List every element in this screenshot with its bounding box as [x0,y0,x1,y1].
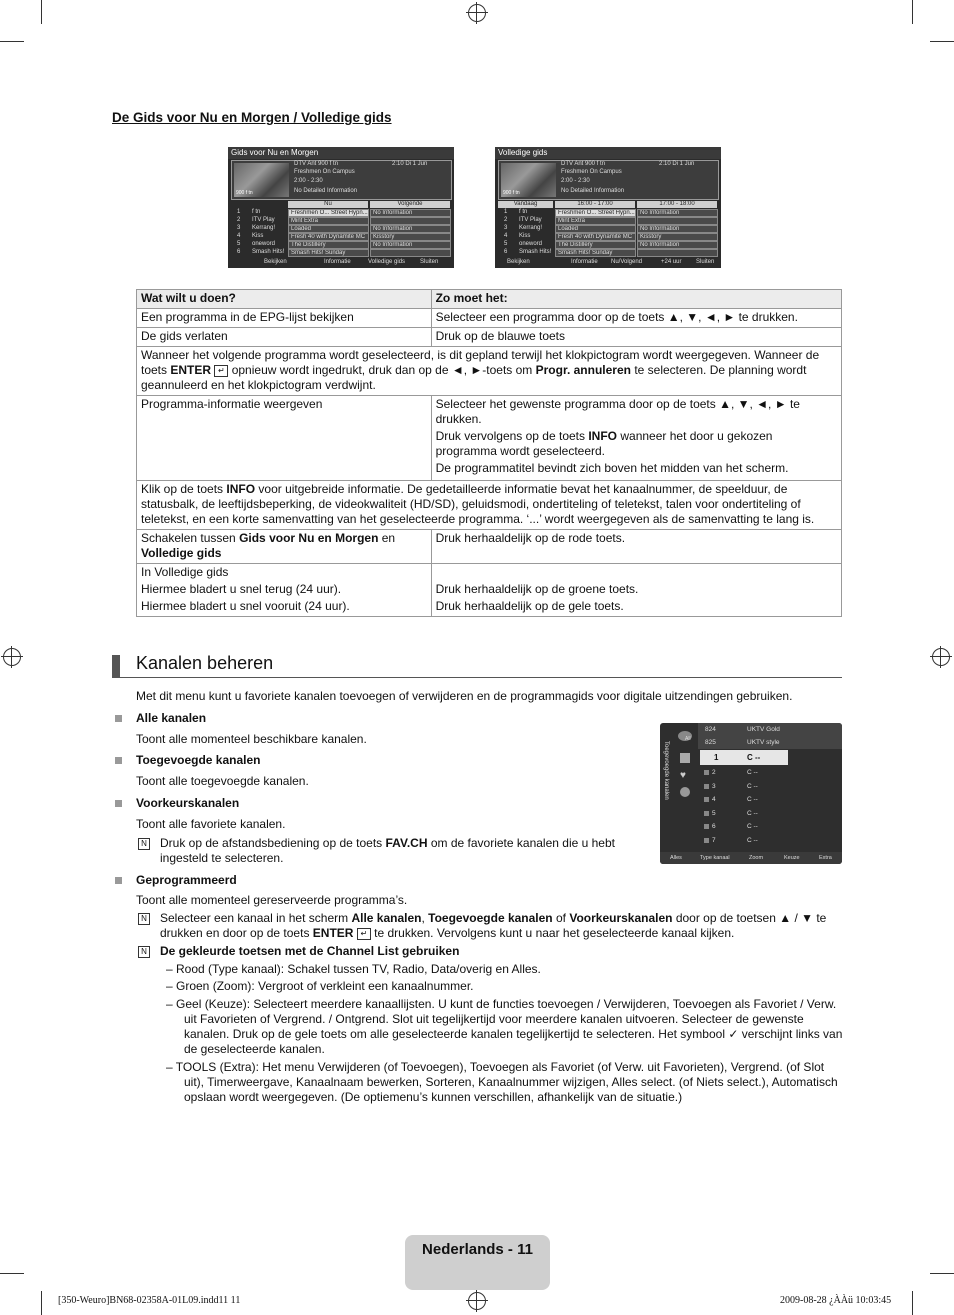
crop-mark [0,1273,24,1274]
row-now: Mint Extra [555,217,636,225]
column-time-a: 16:00 - 17:00 [555,201,635,208]
channel-num: 4 [712,796,716,803]
cell: Programma-informatie weergeven [137,396,432,481]
registration-mark-icon [3,648,21,666]
bullet-icon [115,757,122,764]
column-today: Vandaag [498,201,553,208]
text: en [378,531,396,545]
info-panel [231,160,452,200]
row-now: Loaded [555,225,636,233]
row-channel: Smash Hits! [519,249,552,255]
checkbox-icon [704,797,709,802]
favorite-icon: ♥ [680,770,686,781]
text: Druk op de afstandsbediening op de toets [160,836,386,850]
guide-row[interactable] [498,209,717,216]
text: om de favoriete kanalen die u hebt ingesteld te selecteren. [160,836,615,865]
channel-footer [660,852,842,864]
program-detail: No Detailed Information [561,188,625,194]
note-icon: N [138,838,150,850]
text: Druk herhaaldelijk op de gele toets. [435,599,624,613]
guide-row[interactable] [231,225,450,232]
screen-title: Gids voor Nu en Morgen [228,147,454,159]
row-channel: Kiss [519,233,531,239]
crop-mark [930,41,954,42]
row-now: The Distillery [555,241,636,249]
enter-icon: ↵ [357,928,371,940]
registration-mark-icon [932,648,950,666]
guide-row[interactable] [498,225,717,232]
clock: 2:10 Di 1 Jun [392,161,428,167]
channel-num: 824 [705,726,716,733]
footer-select: Keuze [784,855,800,861]
page-number: Nederlands - 11 [422,1241,533,1258]
footer-watch: Bekijken [507,259,530,265]
channel-name: UKTV Gold [747,726,780,733]
column-time-b: 17:00 - 18:00 [637,201,717,208]
cell [431,564,841,617]
footer-zoom: Zoom [749,855,764,861]
row-now: Loaded [288,225,369,233]
clock: 2:10 Di 1 Jun [659,161,695,167]
guide-row[interactable] [498,241,717,248]
row-next: Kisstory [370,233,451,241]
channel-name: C -- [747,823,758,830]
section-rule [112,677,842,678]
bullet-icon [115,877,122,884]
channel-name: C -- [747,796,758,803]
text: Selecteer het gewenste programma door op de toets ▲, ▼, ◄, ► te drukken. [435,397,800,426]
guide-row[interactable] [231,241,450,248]
section-heading: De Gids voor Nu en Morgen / Volledige gids [112,110,392,125]
enter-key: ENTER [312,926,354,940]
column-next: Volgende [370,201,450,208]
dash-item: – Rood (Type kanaal): Schakel tussen TV, Radio, Data/overig en Alles. [166,962,541,976]
header-left: Wat wilt u doen? [137,290,432,309]
footer-plus24: +24 uur [661,259,682,265]
text: voor uitgebreide informatie. De gedetailleerde informatie bevat het kanaalnummer, de speelduur, de statusbalk, de leeftijdsbeperking, de videokwaliteit (HD/SD), geluidsmodi, ondertiteling of teletekst, talen voor ondertiteling of teletekst, en een korte samenvatting van het geselecteerde programma. ‘...’ wordt weergegeven als de samenvatting te lang is. [141,482,815,526]
intro-text: Met dit menu kunt u favoriete kanalen toevoegen of verwijderen en de programmagids voor digitale uitzendingen gebruiken. [136,689,793,703]
section-title: Kanalen beheren [136,653,274,673]
footer-all: Alles [670,855,682,861]
row-now: Fresh 40 with Dynamite MC [288,233,369,241]
screen-footer [495,256,721,268]
row-num: 1 [237,209,241,215]
bullet-title: Toegevoegde kanalen [136,753,261,767]
text: Wanneer het volgende programma wordt geselecteerd, is dit gepland terwijl het klokpictogram wordt weergegeven. Wanneer de toets [141,348,820,377]
program-name: Freshmen On Campus [294,169,355,175]
row-channel: Kerrang! [519,225,543,231]
row-now: Mint Extra [288,217,369,225]
text: door op de toetsen ▲ / ▼ te drukken en door op de toets [160,911,827,940]
text: te selecteren. De planning wordt geannuleerd en het klokpictogram verdwijnt. [141,363,807,392]
row-next: No Information [637,209,718,217]
dash-item: – Groen (Zoom): Vergroot of verkleint een kanaalnummer. [166,979,474,993]
row-channel: f tn [519,209,528,215]
row-num: 5 [237,241,241,247]
channel-num: 825 [705,739,716,746]
row-channel: oneword [519,241,543,247]
row-next: No Information [370,225,451,233]
cell [137,530,432,564]
row-num: 4 [237,233,241,239]
header-right: Zo moet het: [431,290,841,309]
channel-num: 3 [712,782,716,790]
footer-info: Informatie [324,259,351,265]
footer-now-next: Nu/Volgend [611,259,643,265]
print-date: 2009-08-28 ¿ÀÀü 10:03:45 [780,1295,892,1306]
row-num: 3 [504,225,508,231]
row-num: 4 [504,233,508,239]
channel-name: DTV Ant 900 f tn [294,161,339,167]
channel-num: 6 [712,823,716,830]
screen-title: Volledige gids [495,147,721,159]
channel-name: C -- [747,809,758,817]
guide-screen-full [495,147,721,268]
channel-row[interactable] [700,782,840,794]
registration-mark-icon [468,4,486,22]
text: In Volledige gids [141,565,229,579]
footer-type: Type kanaal [700,855,730,861]
note-heading: De gekleurde toetsen met de Channel List gebruiken [160,944,460,958]
row-channel: Kiss [252,233,264,239]
note-text [160,836,630,866]
checkbox-icon [704,784,709,789]
checkbox-icon [704,824,709,829]
channel-row[interactable] [700,822,840,834]
channel-row[interactable] [700,836,840,848]
channel-num: 1 [714,753,719,762]
text: Hiermee bladert u snel vooruit (24 uur). [141,599,350,613]
epg-help-table [136,289,842,617]
enter-key: ENTER [170,363,212,377]
channel-list-screen [660,723,842,864]
row-now: Fresh 40 with Dynamite MC [555,233,636,241]
text: , [421,911,429,925]
row-next: Kisstory [637,233,718,241]
channel-num: 2 [712,769,716,776]
cell: Druk herhaaldelijk op de rode toets. [431,530,841,564]
guide-row[interactable] [498,249,717,256]
text: Hiermee bladert u snel terug (24 uur). [141,582,342,596]
cell-wide [137,481,842,530]
selected-channel[interactable] [700,750,788,765]
text-bold: Voorkeurskanalen [569,911,673,925]
footer-close: Sluiten [696,259,715,265]
dash-item: – TOOLS (Extra): Het menu Verwijderen (of Toevoegen), Toevoegen als Favoriet (of Verw. uit Favorieten), Vergrend. (of Slot uit), Timerweergave, Kanaalnaam bewerken, Sorteren, Kanaalnummer wijzigen, Alles select. (of Niets select.), Automatisch opslaan wordt weergegeven. (De optiemenu’s kunnen verschillen, afhankelijk van de situatie.) [166,1060,838,1104]
crop-mark [912,1291,913,1315]
text-bold: Progr. annuleren [535,363,631,377]
channel-row[interactable] [700,768,840,780]
crop-mark [0,41,24,42]
added-icon [680,753,690,763]
row-channel: Kerrang! [252,225,276,231]
text-bold: Volledige gids [141,546,222,560]
print-slug: [350-Weuro]BN68-02358A-01L09.indd11 11 [58,1295,241,1306]
footer-extra: Extra [819,855,832,861]
bullet-icon [115,715,122,722]
checkbox-icon [704,811,709,816]
channel-row[interactable] [700,795,840,807]
spacer [436,565,837,580]
cell: De gids verlaten [137,328,432,347]
channel-name: C -- [747,836,758,844]
guide-row[interactable] [231,209,450,216]
row-num: 2 [237,217,241,223]
note-text [160,911,842,941]
thumb-label: 900 f tn [503,190,520,196]
section-marker [112,655,120,677]
scheduled-icon [680,787,690,797]
cell [137,564,432,617]
row-channel: Smash Hits! [252,249,285,255]
text: wanneer het door u gekozen programma wordt geselecteerd. [435,429,773,458]
row-num: 3 [237,225,241,231]
guide-row[interactable] [231,249,450,256]
bullet-title: Alle kanalen [136,711,207,725]
row-num: 6 [504,249,508,255]
bullet-icon [115,800,122,807]
row-now: Smash Hits! Sunday [288,249,369,257]
channel-num: 7 [712,836,716,844]
enter-icon: ↵ [214,365,228,377]
bullet-title: Geprogrammeerd [136,873,237,887]
info-key: INFO [588,429,618,443]
row-channel: oneword [252,241,276,247]
screen-footer [228,256,454,268]
program-name: Freshmen On Campus [561,169,622,175]
text-bold: Gids voor Nu en Morgen [239,531,379,545]
guide-row[interactable] [231,233,450,240]
program-slot: 2:00 - 2:30 [294,178,323,184]
text [436,429,837,459]
bullet-text: Toont alle momenteel beschikbare kanalen. [136,732,367,746]
text: opnieuw wordt ingedrukt, druk dan op de ◄, ►-toets om [228,363,536,377]
checkbox-icon [704,838,709,843]
text-bold: Alle kanalen [351,911,422,925]
info-panel [498,160,719,200]
column-now: Nu [288,201,368,208]
cell: Druk op de blauwe toets [431,328,841,347]
note-icon: N [138,946,150,958]
guide-row[interactable] [498,233,717,240]
footer-info: Informatie [571,259,598,265]
row-next: No Information [637,241,718,249]
text: Druk herhaaldelijk op de groene toets. [435,582,639,596]
footer-full-guide: Volledige gids [368,259,406,265]
crop-mark [912,0,913,24]
crop-mark [930,1273,954,1274]
channel-name: C -- [747,753,761,762]
row-now: The Distillery [288,241,369,249]
row-num: 2 [504,217,508,223]
text: Druk vervolgens op de toets [435,429,589,443]
info-key: INFO [226,482,256,496]
cell [431,396,841,481]
row-next: No Information [370,241,451,249]
guide-row[interactable] [231,217,450,224]
text-bold: Toegevoegde kanalen [428,911,553,925]
text: De programmatitel bevindt zich boven het midden van het scherm. [435,461,789,475]
bullet-text: Toont alle toegevoegde kanalen. [136,774,309,788]
text: Klik op de toets [141,482,227,496]
fav-key: FAV.CH [385,836,428,850]
text: te drukken. Vervolgens kunt u naar het geselecteerde kanaal kijken. [370,926,735,940]
row-now: Smash Hits! Sunday [555,249,636,257]
text: Schakelen tussen [141,531,240,545]
channel-name: C -- [747,782,758,790]
cell: Selecteer een programma door op de toets ▲, ▼, ◄, ► te drukken. [431,309,841,328]
row-next: No Information [637,225,718,233]
checkbox-icon [704,770,709,775]
row-channel: ITV Play [252,217,275,223]
channel-name: C -- [747,769,758,776]
program-detail: No Detailed Information [294,188,358,194]
crop-mark [41,0,42,24]
text: of [552,911,570,925]
thumb-label: 900 f tn [236,190,253,196]
row-now: Freshmen O... Street Hypn... [288,209,369,217]
channel-num: 5 [712,809,716,817]
channel-row[interactable] [700,809,840,821]
cell-wide [137,347,842,396]
cell: Een programma in de EPG-lijst bekijken [137,309,432,328]
text: Selecteer een kanaal in het scherm [160,911,352,925]
side-label: Toegevoegde kanalen [663,741,669,800]
footer-close: Sluiten [420,259,439,265]
row-next: No Information [370,209,451,217]
row-num: 1 [504,209,508,215]
program-slot: 2:00 - 2:30 [561,178,590,184]
row-num: 6 [237,249,241,255]
registration-mark-icon [468,1292,486,1310]
row-now: Freshmen O... Street Hypn... [555,209,636,217]
row-num: 5 [504,241,508,247]
channel-name: UKTV style [747,739,780,746]
guide-row[interactable] [498,217,717,224]
note-icon: N [138,913,150,925]
row-channel: f tn [252,209,261,215]
row-next [637,217,718,225]
dash-item: – Geel (Keuze): Selecteert meerdere kanaallijsten. U kunt de functies toevoegen / Verwijderen, Toevoegen als Favoriet / Verw. uit Favorieten of Vergrend. / Ontgrend. Slot uit tegelijkertijd voor meerdere kanalen uitvoeren. Selecteer de gewenste kanalen. Druk op de gele toets om alle geselecteerde kanalen tegelijkertijd te selecteren. Het symbool ✓ verschijnt links van de geselecteerde kanalen. [166,997,843,1056]
bullet-text: Toont alle favoriete kanalen. [136,817,286,831]
footer-watch: Bekijken [264,259,287,265]
bullet-text: Toont alle momenteel gereserveerde programma’s. [136,893,408,907]
all-label: All [685,736,691,742]
row-next [370,217,451,225]
bullet-title: Voorkeurskanalen [136,796,240,810]
row-channel: ITV Play [519,217,542,223]
channel-name: DTV Ant 900 f tn [561,161,606,167]
crop-mark [41,1291,42,1315]
guide-screen-now-next [228,147,454,268]
